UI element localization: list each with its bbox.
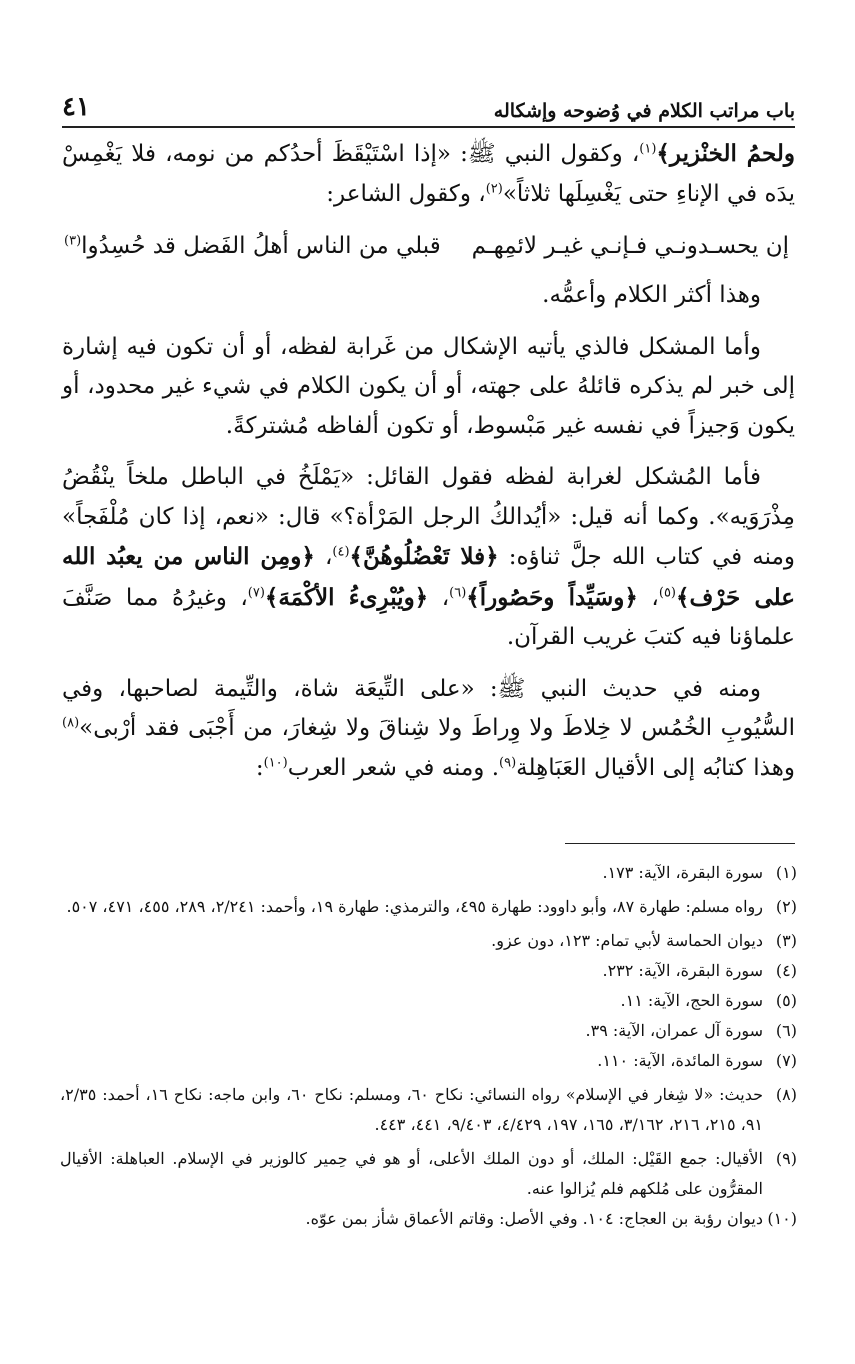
quran-quote: ﴿ومِن الناس من يعبُد الله على حَرْف﴾ (62, 543, 795, 611)
text-run: وهذا كتابُه إلى الأقيال العَبَاهِلة (516, 754, 795, 781)
footnote-item (60, 986, 797, 1016)
footnote-text: سورة البقرة، الآية: ١٧٣. (602, 863, 763, 882)
text-run: ومنه في حديث النبي ﷺ: «على التِّيعَة شاة، والتِّيمة لصاحبها، وفي السُّيُوبِ الخُمُس لا خِلاطَ ولا وِراطَ ولا شِناقَ ولا شِغارَ، من أَجْبَى فقد أرْبى» (62, 675, 795, 741)
footnote-number: (٦) (775, 1021, 797, 1040)
page-number: ٤١ (62, 92, 90, 122)
paragraph-3: وأما المشكل فالذي يأتيه الإشكال من غَرابة لفظه، أو أن تكون فيه إشارة إلى خبر لم يذكره قائلهُ على جهته، أو أن يكون الكلام في شيء غير محدود، أو يكون وَجيزاً في نفسه غير مَبْسوط، أو تكون ألفاظه مُشتركةً. (62, 333, 795, 439)
footnote-item (60, 1080, 797, 1140)
footnote-ref[interactable]: (٨) (62, 715, 80, 731)
footnote-item (60, 892, 797, 922)
quran-quote: ﴿فلا تَعْضُلُوهُنَّ﴾ (349, 543, 499, 570)
paragraph-1 (62, 134, 795, 214)
paragraph-5 (62, 670, 795, 789)
footnotes-list (60, 858, 797, 1234)
footnote-number: (٢) (775, 897, 797, 916)
paragraph-2: وهذا أكثر الكلام وأعمُّه. (542, 282, 761, 308)
quran-quote: ولحمُ الخنْزير﴾ (656, 140, 795, 167)
footnote-item (60, 858, 797, 888)
footnote-text: سورة البقرة، الآية: ٢٣٢. (602, 961, 763, 980)
footnote-ref[interactable]: (٩) (499, 754, 517, 770)
footnote-text: ديوان رؤبة بن العجاج: ١٠٤. وفي الأصل: وقاتم الأعماق شأز بمن عوّه. (305, 1209, 763, 1228)
running-header (62, 86, 795, 128)
footnote-ref[interactable]: (١٠) (263, 754, 288, 770)
verse-second-hemistich (64, 226, 441, 266)
text-run: ، وكقول الشاعر: (326, 180, 486, 207)
text-run: . ومنه في شعر العرب (287, 754, 500, 781)
quran-quote: ﴿وسَيِّداً وحَصُوراً﴾ (466, 583, 638, 611)
footnote-divider (565, 843, 795, 844)
footnote-item (60, 1046, 797, 1076)
main-text (62, 134, 795, 800)
footnote-text: سورة الحج، الآية: ١١. (620, 991, 763, 1010)
footnote-text: سورة آل عمران، الآية: ٣٩. (585, 1021, 763, 1040)
footnote-number: (٧) (775, 1051, 797, 1070)
verse-text: قبلي من الناس أهلُ الفَضل قد حُسِدُوا (81, 233, 441, 259)
footnote-ref[interactable]: (٢) (485, 180, 503, 196)
footnote-text: رواه مسلم: طهارة ٨٧، وأبو داوود: طهارة ٤٩٥، والترمذي: طهارة ١٩، وأحمد: ٢/٢٤١، ٢٨٩، ٤٥٥، ٤٧١، ٥٠٧. (66, 897, 763, 916)
quran-quote: ﴿ويُبْرِىءُ الأكْمَهَ﴾ (264, 583, 429, 611)
footnote-ref[interactable]: (١) (639, 141, 657, 157)
text-run: فأما المُشكل لغرابة لفظه فقول القائل: «يَمْلَخُ في الباطل ملخاً ينْقُضُ مِذْرَوَيه». وكما أنه قيل: «أيُدالكُ الرجل المَرْأة؟» قال: «نعم، إذا كان مُلْفَجاً» ومنه في كتاب الله جلَّ ثناؤه: (62, 464, 796, 570)
footnote-number: (٥) (775, 991, 797, 1010)
footnote-item (60, 956, 797, 986)
poetry-verse (62, 226, 795, 266)
footnote-text: ديوان الحماسة لأبي تمام: ١٢٣، دون عزو. (491, 931, 763, 950)
footnote-item (60, 1204, 797, 1234)
text-run: : (255, 754, 264, 781)
footnote-ref[interactable]: (٧) (247, 584, 265, 600)
verse-first-hemistich: إن يحسـدونـي فـإنـي غيـر لائمِهـم (471, 233, 789, 259)
footnote-item (60, 926, 797, 956)
text-run: ، وغيرُهُ مما صَنَّفَ علماؤنا فيه كتبَ غريب القرآن. (62, 584, 795, 650)
footnote-number: (٩) (775, 1149, 797, 1168)
footnote-ref[interactable]: (٣) (64, 233, 82, 249)
footnote-text: الأقيال: جمع القَيْل: الملك، أو دون الملك الأعلى، أو هو في حِمير كالوزير في الإسلام. العباهلة: الأقيال المقرُّون على مُلكهم فلم يُزالوا عنه. (60, 1149, 763, 1198)
chapter-title: باب مراتب الكلام في وُضوحه وإشكاله (493, 100, 795, 122)
footnote-item (60, 1144, 797, 1204)
footnote-number: (٨) (775, 1085, 797, 1104)
footnote-text: حديث: «لا شِغار في الإسلام» رواه النسائي: نكاح ٦٠، ومسلم: نكاح ٦٠، وابن ماجه: نكاح ١٦، أحمد: ٢/٣٥، ٩١، ٢١٥، ٢١٦، ٣/١٦٢، ١٦٥، ١٩٧، ٤/٤٢٩، ٩/٤٠٣، ٤٤١، ٤٤٣. (60, 1085, 763, 1134)
footnote-ref[interactable]: (٦) (449, 584, 467, 600)
footnote-text: سورة المائدة، الآية: ١١٠. (597, 1051, 763, 1070)
footnote-number: (١٠) (767, 1209, 797, 1228)
footnote-ref[interactable]: (٥) (658, 584, 676, 600)
footnote-number: (٤) (775, 961, 797, 980)
footnote-number: (١) (775, 863, 797, 882)
footnote-ref[interactable]: (٤) (332, 544, 350, 560)
paragraph-4: فأما المُشكل لغرابة لفظه فقول القائل: «يَمْلَخُ في الباطل ملخاً ينْقُضُ مِذْرَوَيه». وكما أنه قيل: «أيُدالكُ الرجل المَرْأة؟» قال: «نعم، إذا كان مُلْفَجاً» ومنه في كتاب الله جلَّ ثناؤه: ﴿فلا تَعْضُلُوهُنَّ﴾$^{(٤)}$، ﴿ومِن الناس من يعبُد الله على حَرْف﴾$^{(٥)}$، ﴿وسَيِّداً وحَصُوراً﴾$^{(٦)}$، ﴿ويُبْرِىءُ الأكْمَهَ﴾$^{(٧)}$، وغيرُهُ مما صَنَّفَ علماؤنا فيه كتبَ غريب القرآن. (62, 464, 796, 650)
footnote-number: (٣) (775, 931, 797, 950)
footnote-item (60, 1016, 797, 1046)
text-run: ، وكقول النبي ﷺ: «إذا اسْتَيْقَظَ أحدُكم من نومه، فلا يَغْمِسْ يدَه في الإناءِ حتى يَغْسِلَها ثلاثاً» (62, 141, 795, 207)
